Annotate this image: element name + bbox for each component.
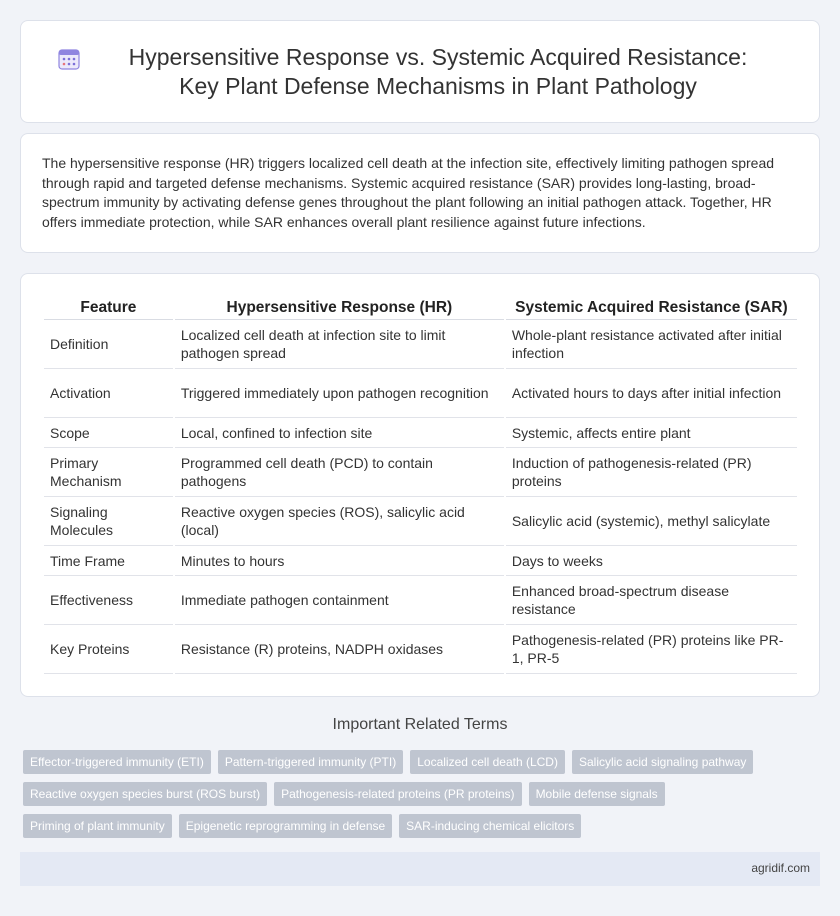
feature-cell: Time Frame xyxy=(44,546,173,576)
tag-salicylic-pathway[interactable]: Salicylic acid signaling pathway xyxy=(572,750,753,774)
comparison-card xyxy=(20,273,820,697)
feature-cell: Activation xyxy=(44,369,173,418)
table-row xyxy=(44,418,797,448)
calendar-grid-icon xyxy=(57,47,81,71)
intro-paragraph: The hypersensitive response (HR) triggers localized cell death at the infection site, effectively limiting pathogen spread through rapid and targeted defense mechanisms. Systemic acquired resistance (SAR) provides long-lasting, broad-spectrum immunity by activating defense genes throughout the plant following an initial pathogen attack. Together, HR offers immediate protection, while SAR enhances overall plant resilience against future infections. xyxy=(42,155,775,230)
hr-cell: Localized cell death at infection site to limit pathogen spread xyxy=(175,320,504,369)
sar-cell: Induction of pathogenesis-related (PR) proteins xyxy=(506,448,797,497)
table-row xyxy=(44,320,797,369)
hr-cell: Local, confined to infection site xyxy=(175,418,504,448)
table-row xyxy=(44,369,797,418)
header-hr: Hypersensitive Response (HR) xyxy=(175,296,504,320)
tag-priming[interactable]: Priming of plant immunity xyxy=(23,814,172,838)
feature-cell: Effectiveness xyxy=(44,576,173,625)
tag-epigenetic[interactable]: Epigenetic reprogramming in defense xyxy=(179,814,392,838)
tag-pr-proteins[interactable]: Pathogenesis-related proteins (PR proteins) xyxy=(274,782,521,806)
page-title: Hypersensitive Response vs. Systemic Acquired Resistance: Key Plant Defense Mechanisms in Plant Pathology xyxy=(128,43,748,99)
feature-cell: Signaling Molecules xyxy=(44,497,173,546)
sar-cell: Enhanced broad-spectrum disease resistance xyxy=(506,576,797,625)
hr-cell: Minutes to hours xyxy=(175,546,504,576)
tag-mobile-signals[interactable]: Mobile defense signals xyxy=(529,782,665,806)
feature-cell: Key Proteins xyxy=(44,625,173,674)
tag-lcd[interactable]: Localized cell death (LCD) xyxy=(410,750,565,774)
sar-cell: Pathogenesis-related (PR) proteins like PR-1, PR-5 xyxy=(506,625,797,674)
table-row xyxy=(44,576,797,625)
intro-card xyxy=(20,133,820,253)
tag-eti[interactable]: Effector-triggered immunity (ETI) xyxy=(23,750,211,774)
related-terms-title: Important Related Terms xyxy=(332,716,508,733)
feature-cell: Scope xyxy=(44,418,173,448)
tag-row xyxy=(23,750,783,774)
hr-cell: Immediate pathogen containment xyxy=(175,576,504,625)
sar-cell: Salicylic acid (systemic), methyl salicylate xyxy=(506,497,797,546)
table-header-row xyxy=(44,296,797,320)
hr-cell: Programmed cell death (PCD) to contain pathogens xyxy=(175,448,504,497)
table-row xyxy=(44,546,797,576)
table-row xyxy=(44,448,797,497)
comparison-table xyxy=(42,296,799,674)
related-terms-tags xyxy=(23,750,783,846)
tag-pti[interactable]: Pattern-triggered immunity (PTI) xyxy=(218,750,403,774)
hr-cell: Resistance (R) proteins, NADPH oxidases xyxy=(175,625,504,674)
footer xyxy=(20,852,820,886)
feature-cell: Definition xyxy=(44,320,173,369)
sar-cell: Whole-plant resistance activated after initial infection xyxy=(506,320,797,369)
sar-cell: Systemic, affects entire plant xyxy=(506,418,797,448)
tag-row xyxy=(23,814,783,838)
header-feature: Feature xyxy=(44,296,173,320)
hr-cell: Reactive oxygen species (ROS), salicylic acid (local) xyxy=(175,497,504,546)
hr-cell: Triggered immediately upon pathogen recognition xyxy=(175,369,504,418)
feature-cell: Primary Mechanism xyxy=(44,448,173,497)
table-row xyxy=(44,497,797,546)
sar-cell: Activated hours to days after initial infection xyxy=(506,369,797,418)
header-sar: Systemic Acquired Resistance (SAR) xyxy=(506,296,797,320)
table-row xyxy=(44,625,797,674)
tag-row xyxy=(23,782,783,806)
sar-cell: Days to weeks xyxy=(506,546,797,576)
footer-site-link[interactable]: agridif.com xyxy=(751,861,810,875)
title-card xyxy=(20,20,820,123)
tag-sar-elicitors[interactable]: SAR-inducing chemical elicitors xyxy=(399,814,581,838)
tag-ros-burst[interactable]: Reactive oxygen species burst (ROS burst) xyxy=(23,782,267,806)
